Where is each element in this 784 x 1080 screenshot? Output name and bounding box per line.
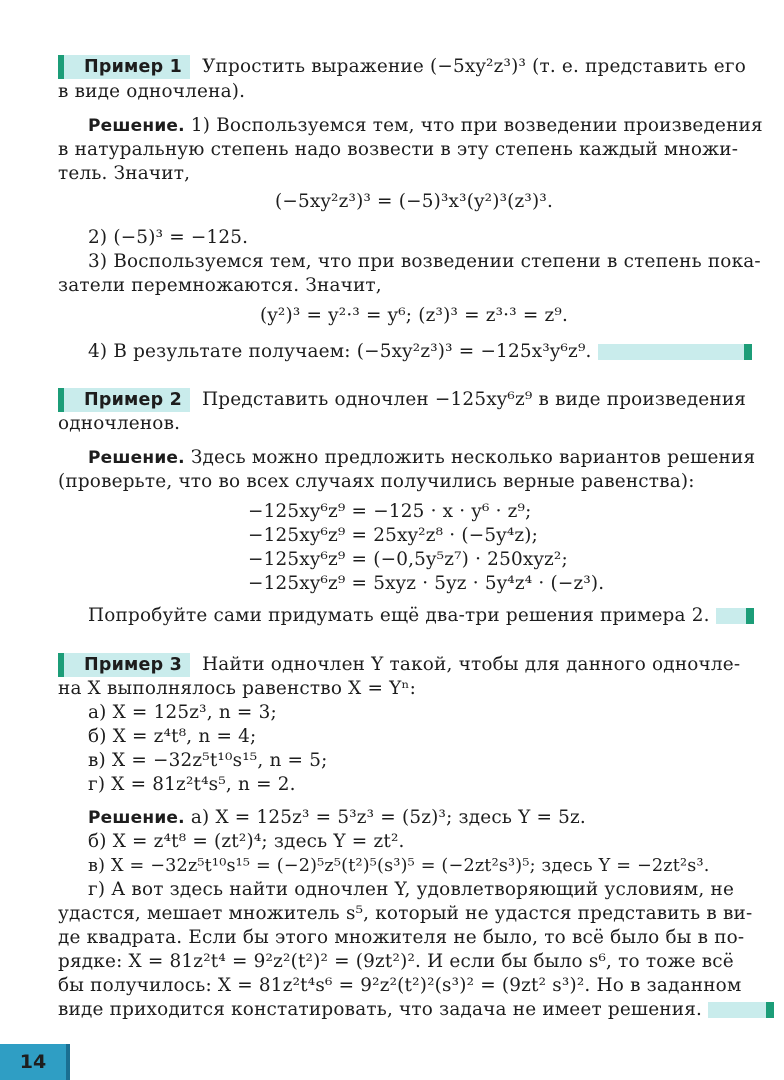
example1-solution-label: Решение.: [88, 116, 185, 136]
example3-case-d: г) X = 81z²t⁴s⁵, n = 2.: [88, 774, 296, 795]
example2-closing: Попробуйте сами придумать ещё два-три решения примера 2.: [88, 605, 710, 626]
example2-solution-line1: [88, 446, 770, 470]
example1-task-text1: Упростить выражение (−5xy²z³)³ (т. е. представить его: [202, 56, 746, 77]
example3-case-c: в) X = −32z⁵t¹⁰s¹⁵, n = 5;: [88, 750, 328, 771]
example2-task-line2: одночленов.: [58, 413, 181, 434]
example2-solution-label: Решение.: [88, 448, 185, 468]
example1-solution-line6: затели перемножаются. Значит,: [58, 275, 382, 296]
example1-solution-line5: 3) Воспользуемся тем, что при возведении степени в степень пока-: [88, 251, 761, 272]
end-of-example-marker: [598, 344, 752, 360]
example3-solution-b: б) X = z⁴t⁸ = (zt²)⁴; здесь Y = zt².: [88, 831, 405, 852]
example3-solution-d5: бы получилось: X = 81z²t⁴s⁶ = 9²z²(t²)²(s³)² = (9zt² s³)². Но в заданном: [58, 975, 742, 996]
example3-label: Пример 3: [58, 653, 190, 677]
example2-equation2: −125xy⁶z⁹ = 25xy²z⁸ · (−5y⁴z);: [248, 525, 539, 546]
example1-solution-line2: в натуральную степень надо возвести в эту степень каждый множи-: [58, 139, 739, 160]
example3-task-text1: Найти одночлен Y такой, чтобы для данного одночле-: [202, 654, 741, 675]
example2-equation3: −125xy⁶z⁹ = (−0,5y⁵z⁷) · 250xyz²;: [248, 549, 568, 570]
example1-solution-line3: тель. Значит,: [58, 163, 191, 184]
example3-solution-a-text: а) X = 125z³ = 5³z³ = (5z)³; здесь Y = 5z.: [190, 807, 586, 828]
example2-solution-line2: (проверьте, что во всех случаях получились верные равенства):: [58, 471, 695, 492]
example2-equation4: −125xy⁶z⁹ = 5xyz · 5yz · 5y⁴z⁴ · (−z³).: [248, 573, 605, 594]
example2-label: Пример 2: [58, 388, 190, 412]
example3-solution-d3: де квадрата. Если бы этого множителя не было, то всё было бы в по-: [58, 927, 745, 948]
example1-result: 4) В результате получаем: (−5xy²z³)³ = −125x³y⁶z⁹.: [88, 341, 592, 362]
example1-solution-text1: 1) Воспользуемся тем, что при возведении произведения: [190, 115, 763, 136]
example3-solution-label: Решение.: [88, 808, 185, 828]
end-of-example-marker: [716, 608, 754, 624]
example3-solution-d6-line: [58, 998, 770, 1022]
example2-closing-line: [88, 604, 770, 628]
page-number: 14: [0, 1044, 70, 1080]
example3-solution-c: в) X = −32z⁵t¹⁰s¹⁵ = (−2)⁵z⁵(t²)⁵(s³)⁵ = (−2zt²s³)⁵; здесь Y = −2zt²s³.: [88, 856, 710, 876]
example3-case-a: а) X = 125z³, n = 3;: [88, 702, 277, 723]
example2-task-text1: Представить одночлен −125xy⁶z⁹ в виде произведения: [202, 389, 747, 410]
example3-task-line2: на X выполнялось равенство X = Yⁿ:: [58, 678, 417, 699]
example2-solution-text1: Здесь можно предложить несколько вариантов решения: [190, 447, 756, 468]
example1-solution-line7: [88, 340, 770, 364]
example3-case-b: б) X = z⁴t⁸, n = 4;: [88, 726, 257, 747]
example3-solution-d2: удастся, мешает множитель s⁵, который не удастся представить в ви-: [58, 903, 753, 924]
example1-solution-line1: [88, 114, 770, 138]
example1-label: Пример 1: [58, 55, 190, 79]
example3-solution-d4: рядке: X = 81z²t⁴ = 9²z²(t²)² = (9zt²)². И если бы было s⁶, то тоже всё: [58, 951, 734, 972]
example1-task-line1: [58, 55, 770, 79]
example1-formula1: (−5xy²z³)³ = (−5)³x³(y²)³(z³)³.: [274, 191, 554, 212]
example1-task-line2: в виде одночлена).: [58, 81, 246, 102]
example3-solution-a: [88, 806, 770, 830]
example3-task-line1: [58, 653, 770, 677]
example1-formula2: (y²)³ = y²·³ = y⁶; (z³)³ = z³·³ = z⁹.: [259, 305, 569, 326]
end-of-example-marker: [708, 1002, 774, 1018]
example2-equation1: −125xy⁶z⁹ = −125 · x · y⁶ · z⁹;: [248, 501, 532, 522]
example3-solution-d1: г) А вот здесь найти одночлен Y, удовлетворяющий условиям, не: [88, 879, 735, 900]
example2-task-line1: [58, 388, 770, 412]
example3-solution-d6: виде приходится констатировать, что задача не имеет решения.: [58, 999, 703, 1020]
example1-solution-line4: 2) (−5)³ = −125.: [88, 227, 249, 248]
